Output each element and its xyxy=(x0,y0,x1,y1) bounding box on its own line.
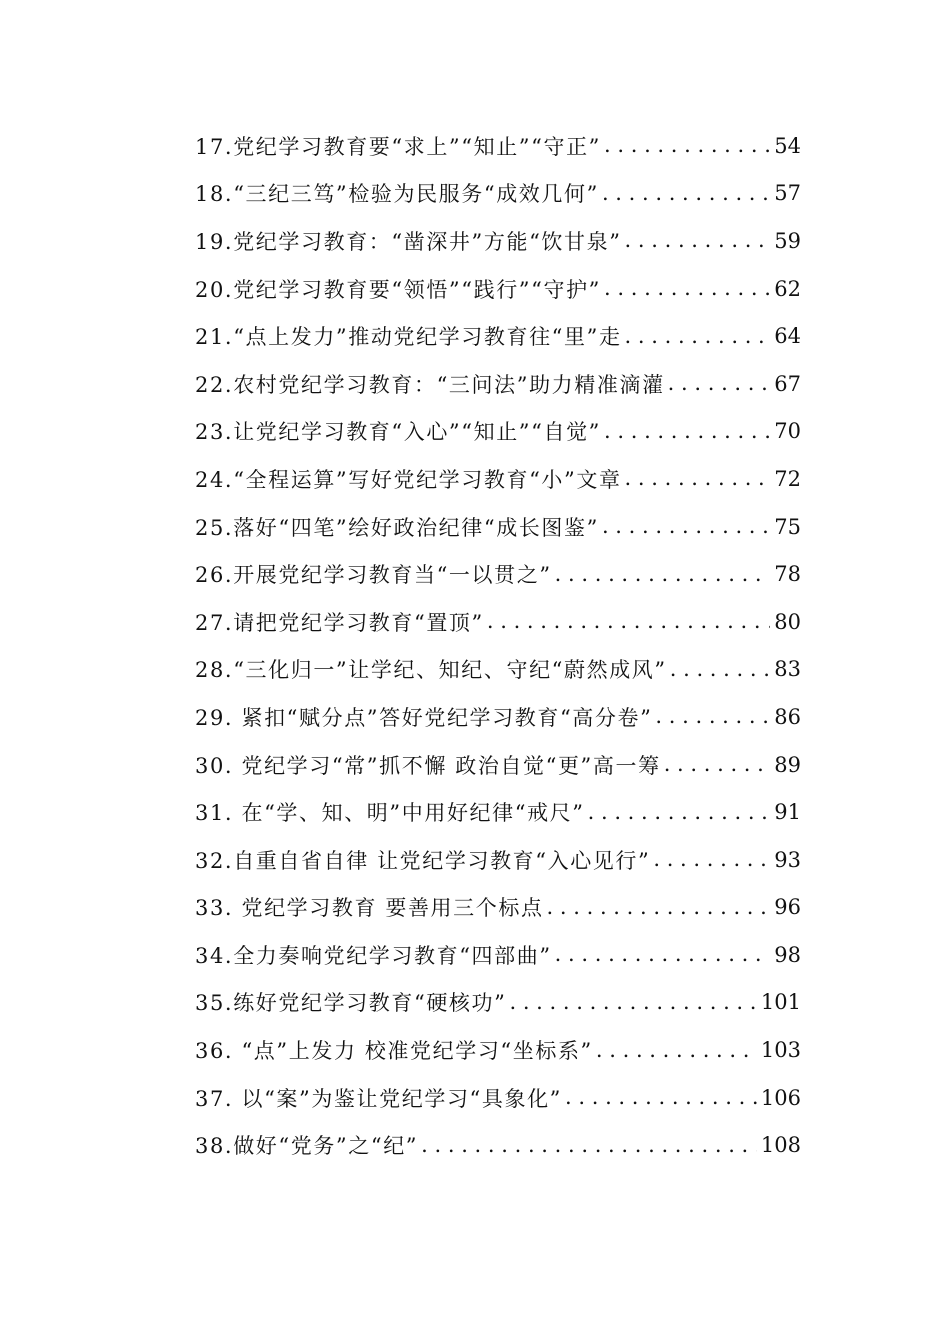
toc-entry-title: 17.党纪学习教育要“求上”“知止”“守正” xyxy=(195,134,602,159)
toc-entry-page: 54 xyxy=(774,133,801,158)
toc-entry xyxy=(195,122,801,170)
toc-entry-title: 35.练好党纪学习教育“硬核功” xyxy=(195,991,507,1016)
toc-entry-title: 24.“全程运算”写好党纪学习教育“小”文章 xyxy=(195,467,622,492)
toc-dot-leader xyxy=(604,421,770,442)
toc-entry-title: 26.开展党纪学习教育当“一以贯之” xyxy=(195,563,552,588)
toc-entry-page: 72 xyxy=(774,466,801,491)
toc-dot-leader xyxy=(555,564,771,585)
toc-entry-page: 75 xyxy=(774,514,801,539)
toc-dot-leader xyxy=(604,135,770,156)
toc-entry-page: 91 xyxy=(774,800,801,825)
toc-entry-page: 83 xyxy=(774,657,801,682)
toc-dot-leader xyxy=(487,611,770,632)
toc-entry-title: 36. “点”上发力 校准党纪学习“坐标系” xyxy=(195,1039,593,1064)
toc-entry xyxy=(195,931,801,979)
toc-entry xyxy=(195,598,801,646)
toc-entry-title: 21.“点上发力”推动党纪学习教育往“里”走 xyxy=(195,325,622,350)
toc-entry-page: 98 xyxy=(774,942,801,967)
toc-dot-leader xyxy=(547,897,771,918)
toc-entry-title: 29. 紧扣“赋分点”答好党纪学习教育“高分卷” xyxy=(195,705,653,730)
toc-entry-title: 38.做好“党务”之“纪” xyxy=(195,1134,419,1159)
toc-entry-title: 28.“三化归一”让学纪、知纪、守纪“蔚然成风” xyxy=(195,658,667,683)
toc-dot-leader xyxy=(664,754,771,775)
toc-entry-page: 101 xyxy=(760,990,801,1015)
toc-entry xyxy=(195,360,801,408)
toc-entry-title: 32.自重自省自律 让党纪学习教育“入心见行” xyxy=(195,848,651,873)
toc-entry-title: 25.落好“四笔”绘好政治纪律“成长图鉴” xyxy=(195,515,599,540)
toc-entry xyxy=(195,693,801,741)
toc-entry-title: 37. 以“案”为鉴让党纪学习“具象化” xyxy=(195,1086,563,1111)
toc-dot-leader xyxy=(555,944,771,965)
toc-dot-leader xyxy=(625,326,771,347)
toc-entry xyxy=(195,1026,801,1074)
toc-entry-title: 19.党纪学习教育：“凿深井”方能“饮甘泉” xyxy=(195,229,622,254)
toc-entry-page: 106 xyxy=(760,1085,801,1110)
toc-entry xyxy=(195,1074,801,1122)
toc-entry xyxy=(195,217,801,265)
toc-entry-page: 70 xyxy=(774,419,801,444)
toc-entry-page: 96 xyxy=(774,895,801,920)
toc-entry-page: 89 xyxy=(774,752,801,777)
toc-entry xyxy=(195,788,801,836)
table-of-contents xyxy=(195,122,801,1169)
toc-dot-leader xyxy=(602,516,770,537)
toc-entry xyxy=(195,1121,801,1169)
toc-dot-leader xyxy=(625,468,771,489)
toc-entry xyxy=(195,312,801,360)
toc-dot-leader xyxy=(604,278,770,299)
toc-entry-title: 27.请把党纪学习教育“置顶” xyxy=(195,610,484,635)
toc-entry xyxy=(195,884,801,932)
toc-entry-title: 18.“三纪三笃”检验为民服务“成效几何” xyxy=(195,182,599,207)
toc-dot-leader xyxy=(421,1135,757,1156)
toc-entry-page: 64 xyxy=(774,324,801,349)
toc-entry xyxy=(195,741,801,789)
toc-entry-page: 108 xyxy=(760,1133,801,1158)
toc-entry-title: 20.党纪学习教育要“领悟”“践行”“守护” xyxy=(195,277,602,302)
toc-entry xyxy=(195,503,801,551)
toc-entry-page: 93 xyxy=(774,847,801,872)
toc-entry-title: 33. 党纪学习教育 要善用三个标点 xyxy=(195,896,544,921)
toc-entry-page: 103 xyxy=(760,1038,801,1063)
toc-dot-leader xyxy=(602,183,770,204)
toc-entry-title: 23.让党纪学习教育“入心”“知止”“自觉” xyxy=(195,420,602,445)
toc-entry-page: 67 xyxy=(774,371,801,396)
toc-dot-leader xyxy=(625,230,771,251)
toc-entry-page: 80 xyxy=(774,609,801,634)
toc-entry-title: 34.全力奏响党纪学习教育“四部曲” xyxy=(195,943,552,968)
toc-entry xyxy=(195,646,801,694)
toc-dot-leader xyxy=(596,1040,757,1061)
toc-entry xyxy=(195,265,801,313)
toc-entry xyxy=(195,979,801,1027)
toc-entry xyxy=(195,550,801,598)
toc-entry-title: 30. 党纪学习“常”抓不懈 政治自觉“更”高一筹 xyxy=(195,753,661,778)
toc-dot-leader xyxy=(668,373,771,394)
toc-dot-leader xyxy=(565,1087,757,1108)
toc-entry xyxy=(195,170,801,218)
toc-entry-page: 86 xyxy=(774,704,801,729)
toc-entry-title: 22.农村党纪学习教育：“三问法”助力精准滴灌 xyxy=(195,372,665,397)
toc-entry xyxy=(195,455,801,503)
toc-entry-page: 78 xyxy=(774,562,801,587)
toc-entry xyxy=(195,408,801,456)
toc-entry-page: 62 xyxy=(774,276,801,301)
toc-dot-leader xyxy=(653,849,770,870)
toc-entry-page: 57 xyxy=(774,181,801,206)
toc-dot-leader xyxy=(588,802,771,823)
toc-dot-leader xyxy=(509,992,756,1013)
toc-entry xyxy=(195,836,801,884)
toc-dot-leader xyxy=(655,706,770,727)
toc-dot-leader xyxy=(670,659,771,680)
toc-entry-title: 31. 在“学、知、明”中用好纪律“戒尺” xyxy=(195,801,585,826)
toc-entry-page: 59 xyxy=(774,228,801,253)
